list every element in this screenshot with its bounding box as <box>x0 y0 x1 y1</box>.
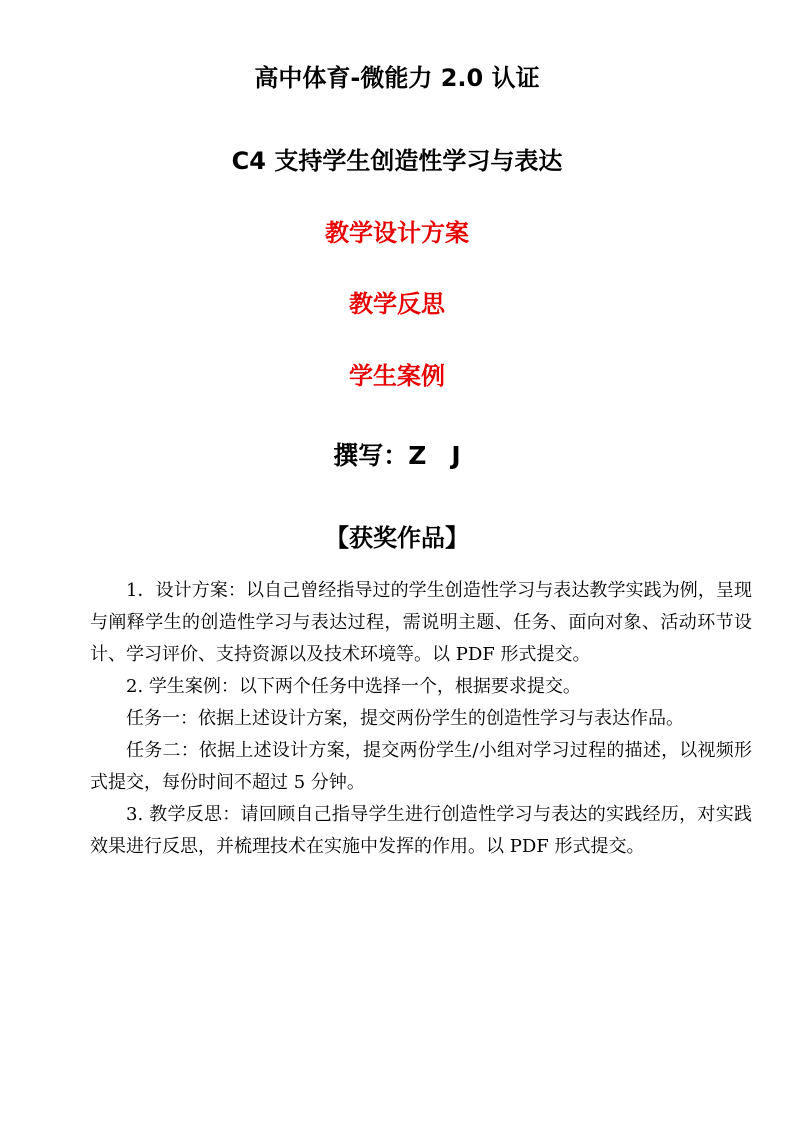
requirement-student-case: 2. 学生案例：以下两个任务中选择一个，根据要求提交。 <box>126 676 581 697</box>
requirement-reflection: 3. 教学反思：请回顾自己指导学生进行创造性学习与表达的实践经历，对实践效果进行反思，并梳理技术在实施中发挥的作用。以 PDF 形式提交。 <box>90 804 752 857</box>
task-two: 任务二：依据上述设计方案，提交两份学生/小组对学习过程的描述，以视频形式提交，每份时间不超过 5 分钟。 <box>90 740 752 793</box>
task-one: 任务一：依据上述设计方案，提交两份学生的创造性学习与表达作品。 <box>126 708 684 729</box>
section-student-case: 学生案例 <box>349 362 445 390</box>
requirement-design-plan: 1．设计方案：以自己曾经指导过的学生创造性学习与表达教学实践为例，呈现与阐释学生的创造性学习与表达过程，需说明主题、任务、面向对象、活动环节设计、学习评价、支持资源以及技术环境等。以 PDF 形式提交。 <box>90 580 752 665</box>
award-heading: 【获奖作品】 <box>325 524 469 552</box>
author-line: 撰写：Z J <box>333 441 461 470</box>
section-teaching-design: 教学设计方案 <box>325 219 469 247</box>
section-teaching-reflection: 教学反思 <box>349 290 445 318</box>
document-subtitle: C4 支持学生创造性学习与表达 <box>231 147 563 175</box>
document-title: 高中体育-微能力 2.0 认证 <box>254 64 540 92</box>
requirements-body <box>90 575 752 863</box>
